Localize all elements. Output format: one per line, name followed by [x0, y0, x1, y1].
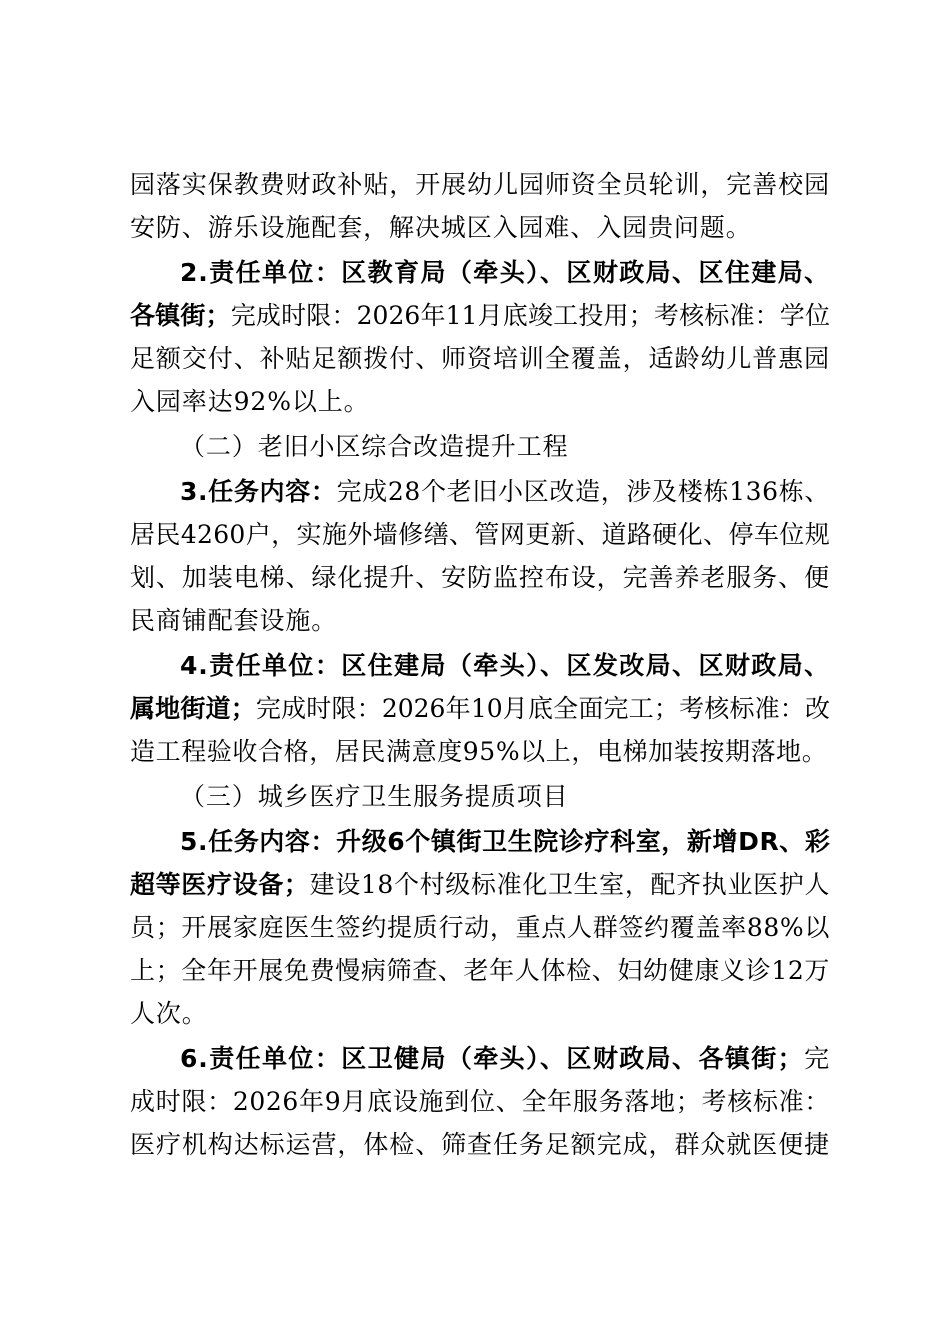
- text-line: [130, 999, 830, 1029]
- text-line: [130, 520, 830, 550]
- text-line: [130, 1087, 830, 1117]
- text-line: [130, 913, 830, 943]
- text-line: [180, 827, 830, 857]
- text-segment: 完成时限：2026年11月底竣工投用；考核标准：学位: [230, 301, 830, 330]
- text-segment: 划、加装电梯、绿化提升、安防监控布设，完善养老服务、便: [130, 563, 830, 592]
- text-line: [130, 956, 830, 986]
- text-line: [130, 170, 830, 200]
- bold-text-segment: 2.责任单位：区教育局（牵头）、区财政局、区住建局、: [180, 258, 830, 287]
- text-line: [130, 694, 830, 724]
- text-segment: 安防、游乐设施配套，解决城区入园难、入园贵问题。: [130, 213, 752, 242]
- text-line: [180, 432, 830, 462]
- text-line: [180, 258, 830, 288]
- text-line: [130, 344, 830, 374]
- text-segment: （二）老旧小区综合改造提升工程: [180, 432, 569, 461]
- text-segment: 完成28个老旧小区改造，涉及楼栋136栋、: [336, 477, 830, 506]
- text-line: [130, 387, 830, 417]
- bold-text-segment: 3.任务内容：: [180, 477, 337, 506]
- text-segment: 足额交付、补贴足额拨付、师资培训全覆盖，适龄幼儿普惠园: [130, 344, 830, 373]
- text-line: [180, 782, 830, 812]
- text-line: [180, 651, 830, 681]
- text-segment: 上；全年开展免费慢病筛查、老年人体检、妇幼健康义诊12万: [130, 956, 830, 985]
- text-line: [130, 1130, 830, 1160]
- text-line: [180, 1044, 830, 1074]
- text-line: [130, 870, 830, 900]
- text-segment: 完: [803, 1044, 830, 1073]
- text-segment: 人次。: [130, 999, 208, 1028]
- text-line: [130, 563, 830, 593]
- text-segment: 员；开展家庭医生签约提质行动，重点人群签约覆盖率88%以: [130, 913, 830, 942]
- bold-text-segment: 属地街道；: [130, 694, 256, 723]
- text-segment: （三）城乡医疗卫生服务提质项目: [180, 782, 569, 811]
- text-segment: 医疗机构达标运营，体检、筛查任务足额完成，群众就医便捷: [130, 1130, 830, 1159]
- text-segment: 建设18个村级标准化卫生室，配齐执业医护人: [309, 870, 831, 899]
- bold-text-segment: 6.责任单位：区卫健局（牵头）、区财政局、各镇街；: [180, 1044, 804, 1073]
- bold-text-segment: 超等医疗设备；: [130, 870, 310, 899]
- text-line: [130, 606, 830, 636]
- text-segment: 入园率达92%以上。: [130, 387, 370, 416]
- bold-text-segment: 各镇街；: [130, 301, 231, 330]
- text-line: [130, 737, 830, 767]
- text-segment: 完成时限：2026年10月底全面完工；考核标准：改: [255, 694, 830, 723]
- text-segment: 园落实保教费财政补贴，开展幼儿园师资全员轮训，完善校园: [130, 170, 830, 199]
- text-segment: 成时限：2026年9月底设施到位、全年服务落地；考核标准：: [130, 1087, 830, 1116]
- text-segment: 居民4260户，实施外墙修缮、管网更新、道路硬化、停车位规: [130, 520, 830, 549]
- bold-text-segment: 4.责任单位：区住建局（牵头）、区发改局、区财政局、: [180, 651, 830, 680]
- text-segment: 造工程验收合格，居民满意度95%以上，电梯加装按期落地。: [130, 737, 828, 766]
- text-segment: 民商铺配套设施。: [130, 606, 338, 635]
- bold-text-segment: 5.任务内容：升级6个镇街卫生院诊疗科室，新增DR、彩: [180, 827, 831, 856]
- text-line: [180, 477, 830, 507]
- text-line: [130, 213, 830, 243]
- text-line: [130, 301, 830, 331]
